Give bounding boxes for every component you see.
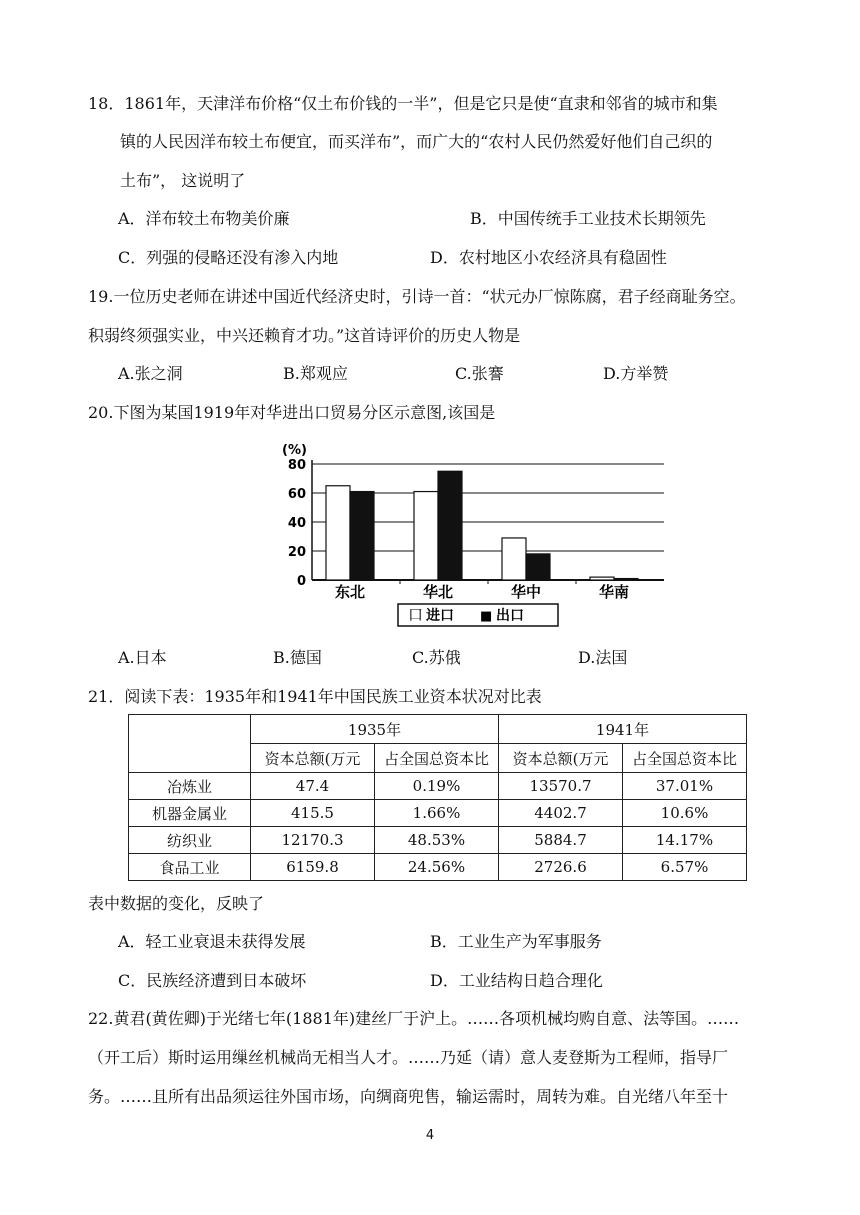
table-row — [129, 854, 747, 881]
table-subheader: 资本总额(万元 — [251, 744, 375, 773]
page-number: 4 — [425, 1128, 435, 1143]
cell: 0.19% — [375, 773, 499, 800]
q21-after-text: 表中数据的变化，反映了 — [88, 894, 265, 913]
cell: 6.57% — [623, 854, 747, 881]
q18-option-d: D．农村地区小农经济具有稳固性 — [430, 248, 667, 267]
q20-option-a: A.日本 — [118, 648, 167, 667]
q18-option-c: C．列强的侵略还没有渗入内地 — [118, 248, 339, 267]
q20-option-b: B.德国 — [273, 648, 322, 667]
q22-line-2: （开工后）斯时运用缫丝机械尚无相当人才。……乃延（请）意人麦登斯为工程师，指导厂 — [88, 1048, 729, 1067]
bar-export — [614, 579, 638, 580]
table-header-1941: 1941年 — [499, 715, 747, 744]
legend-import-label: 进口 — [426, 608, 454, 624]
y-tick-label: 80 — [287, 458, 306, 473]
cell: 5884.7 — [499, 827, 623, 854]
bar-export — [526, 554, 550, 580]
row-name: 冶炼业 — [129, 773, 251, 800]
row-name: 食品工业 — [129, 854, 251, 881]
y-tick-label: 20 — [287, 545, 306, 560]
y-tick-label: 60 — [287, 487, 306, 502]
q19-line-2: 积弱终须强实业，中兴还赖育才功。”这首诗评价的历史人物是 — [88, 326, 521, 345]
q20-option-c: C.苏俄 — [412, 648, 461, 667]
table-row — [129, 800, 747, 827]
x-category-label: 华南 — [598, 583, 630, 601]
bar-import — [326, 486, 350, 580]
cell: 37.01% — [623, 773, 747, 800]
q20-line-1: 20.下图为某国1919年对华进出口贸易分区示意图,该国是 — [88, 403, 496, 422]
chart-legend — [398, 604, 558, 626]
cell: 13570.7 — [499, 773, 623, 800]
table-subheader: 占全国总资本比 — [623, 744, 747, 773]
table-row — [129, 827, 747, 854]
y-tick-label: 0 — [296, 574, 306, 589]
cell: 4402.7 — [499, 800, 623, 827]
q18-line-1: 18．1861年，天津洋布价格“仅土布价钱的一半”，但是它只是使“直隶和邻省的城市和集 — [88, 94, 718, 113]
row-name: 纺织业 — [129, 827, 251, 854]
y-tick-label: 40 — [287, 516, 306, 531]
table-subheader: 资本总额(万元 — [499, 744, 623, 773]
q22-line-1: 22.黄君(黄佐卿)于光绪七年(1881年)建丝厂于沪上。……各项机械均购自意、法等国。…… — [88, 1009, 740, 1028]
legend-export-symbol: ■ — [480, 609, 493, 624]
chart-bars — [326, 471, 638, 580]
row-name: 机器金属业 — [129, 800, 251, 827]
x-category-label: 华中 — [510, 583, 542, 601]
q19-option-b: B.郑观应 — [283, 364, 348, 383]
q21-line-1: 21．阅读下表：1935年和1941年中国民族工业资本状况对比表 — [88, 687, 542, 706]
q19-option-a: A.张之洞 — [118, 364, 183, 383]
cell: 47.4 — [251, 773, 375, 800]
bar-import — [590, 577, 614, 580]
cell: 6159.8 — [251, 854, 375, 881]
x-category-label: 华北 — [422, 583, 454, 601]
q18-option-b: B．中国传统手工业技术长期领先 — [470, 209, 706, 228]
cell: 24.56% — [375, 854, 499, 881]
q22-line-3: 务。……且所有出品须运往外国市场，向绸商兜售，输运需时，周转为难。自光绪八年至十 — [88, 1087, 729, 1106]
cell: 14.17% — [623, 827, 747, 854]
q21-option-a: A．轻工业衰退未获得发展 — [118, 932, 306, 951]
x-category-label: 东北 — [334, 583, 366, 601]
q21-option-c: C．民族经济遭到日本破坏 — [118, 971, 307, 990]
chart-y-ticks — [288, 458, 306, 589]
q19-line-1: 19.一位历史老师在讲述中国近代经济史时，引诗一首：“状元办厂惊陈腐，君子经商耻务空。 — [88, 287, 746, 306]
bar-import — [502, 538, 526, 580]
table-corner-cell — [129, 715, 251, 773]
cell: 2726.6 — [499, 854, 623, 881]
q21-option-b: B．工业生产为军事服务 — [430, 932, 602, 951]
q18-line-2: 镇的人民因洋布较土布便宜，而买洋布”，而广大的“农村人民仍然爱好他们自己织的 — [120, 132, 713, 151]
chart-x-categories — [335, 583, 629, 601]
q20-option-d: D.法国 — [578, 648, 628, 667]
industry-capital-table — [128, 714, 747, 881]
q18-line-3: 土布”， 这说明了 — [120, 171, 246, 190]
bar-import — [414, 492, 438, 580]
q19-option-c: C.张謇 — [455, 364, 504, 383]
bar-export — [350, 492, 374, 580]
bar-export — [438, 471, 462, 580]
trade-bar-chart — [270, 438, 680, 630]
cell: 415.5 — [251, 800, 375, 827]
cell: 48.53% — [375, 827, 499, 854]
table-row — [129, 773, 747, 800]
q21-option-d: D．工业结构日趋合理化 — [430, 971, 603, 990]
cell: 12170.3 — [251, 827, 375, 854]
table-header-1935: 1935年 — [251, 715, 499, 744]
q19-option-d: D.方举赞 — [603, 364, 669, 383]
legend-import-symbol: 口 — [408, 606, 424, 624]
legend-export-label: 出口 — [496, 608, 524, 624]
table-subheader: 占全国总资本比 — [375, 744, 499, 773]
q18-option-a: A．洋布较土布物美价廉 — [118, 209, 290, 228]
cell: 10.6% — [623, 800, 747, 827]
chart-y-label: (%) — [282, 443, 307, 458]
cell: 1.66% — [375, 800, 499, 827]
